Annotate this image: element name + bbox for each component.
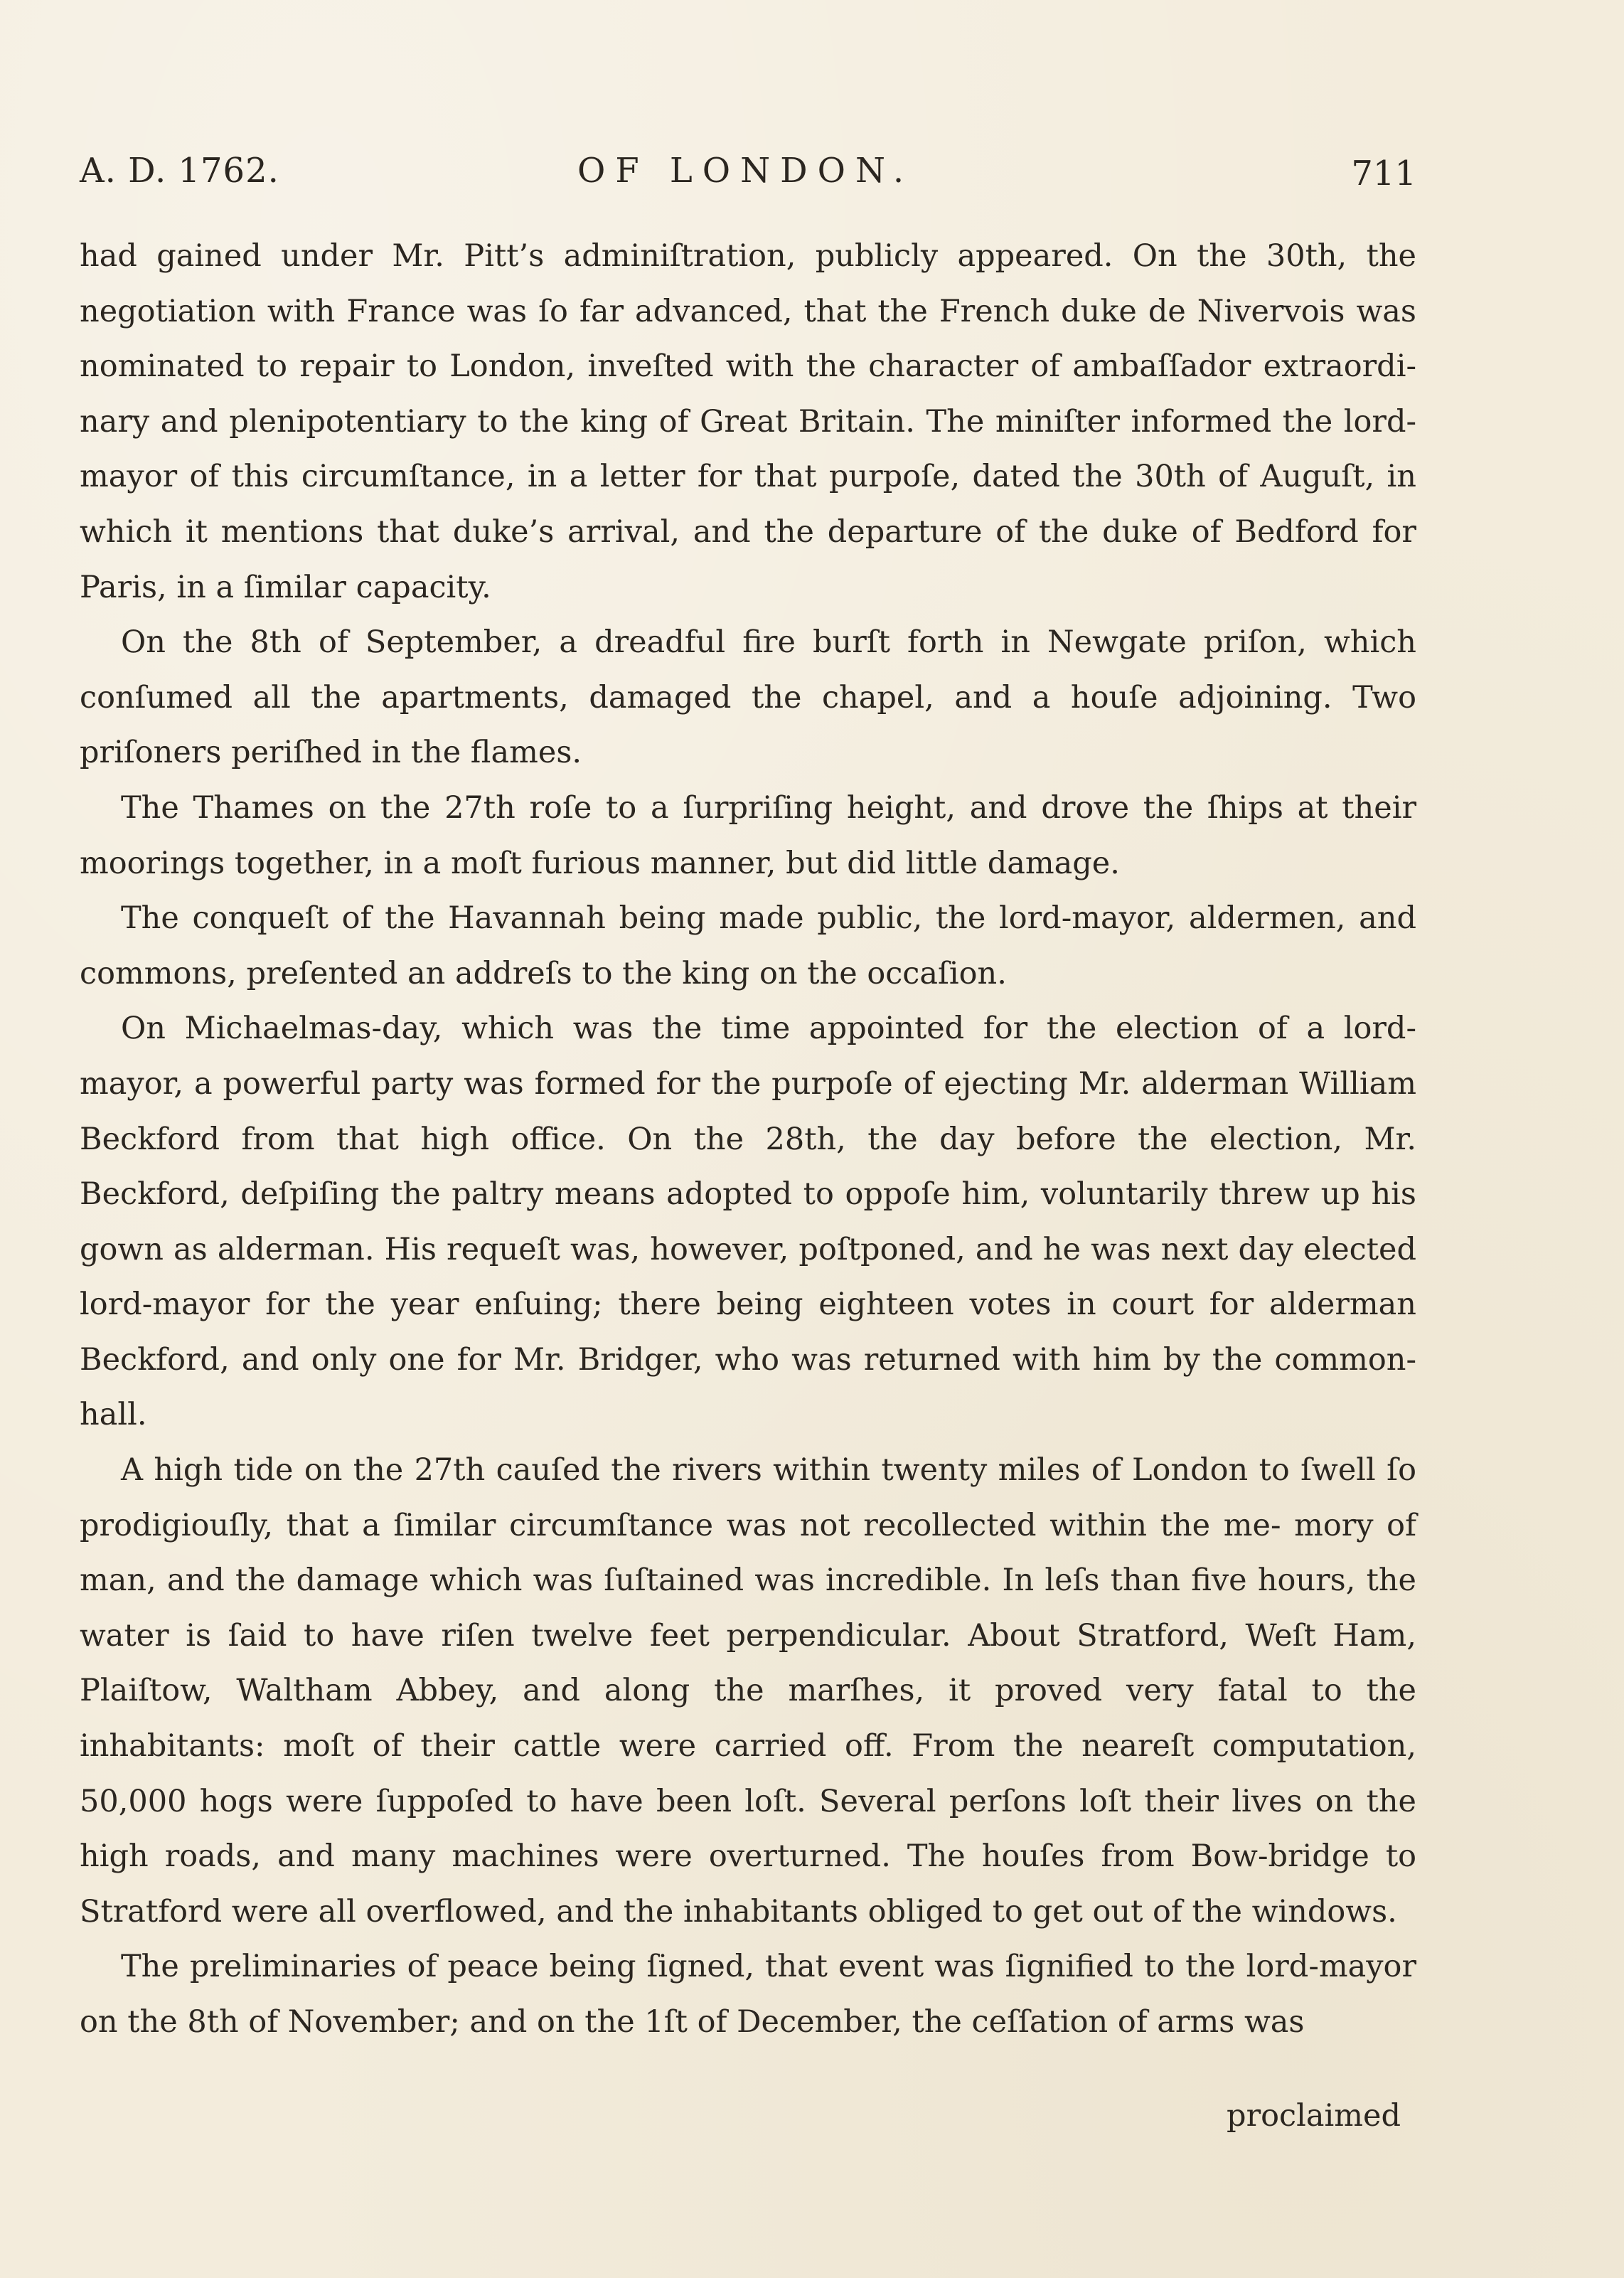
- paragraph: The conqueſt of the Havannah being made public, the lord-mayor, aldermen, and commons, preſented an addreſs to the king on the occaſion.: [80, 900, 1416, 991]
- paragraph: A high tide on the 27th cauſed the rivers within twenty miles of London to ſwell ſo prodigiouſly, that a ſimilar circumſtance was not recollected within the me- mory of man, and the damage which was ſuſtained was incredible. In leſs than five hours, the water is ſaid to have riſen twelve feet perpendicular. About Stratford, Weſt Ham, Plaiſtow, Waltham Abbey, and along the marſhes, it proved very fatal to the inhabitants: moſt of their cattle were carried off. From the neareſt computation, 50,000 hogs were ſuppoſed to have been loſt. Several perſons loſt their lives on the high roads, and many machines were overturned. The houſes from Bow-bridge to Stratford were all overflowed, and the inhabitants obliged to get out of the windows.: [80, 1452, 1416, 1930]
- paragraph: had gained under Mr. Pitt’s adminiſtration, publicly appeared. On the 30th, the negotiation with France was ſo far advanced, that the French duke de Nivervois was nominated to repair to London, inveſted with the character of ambaſſador extraordi- nary and plenipotentiary to the king of Great Britain. The miniſter informed the lord-mayor of this circumſtance, in a letter for that purpoſe, dated the 30th of Auguſt, in which it mentions that duke’s arrival, and the departure of the duke of Bedford for Paris, in a ſimilar capacity.: [80, 238, 1416, 605]
- paragraph: On the 8th of September, a dreadful fire burſt forth in Newgate priſon, which conſumed all the apartments, damaged the chapel, and a houſe adjoining. Two priſoners periſhed in the flames.: [80, 624, 1416, 771]
- catchword: proclaimed: [1227, 2098, 1401, 2134]
- paragraph: The preliminaries of peace being ſigned, that event was ſignified to the lord-mayor on the 8th of November; and on the 1ſt of December, the ceſſation of arms was: [80, 1949, 1416, 2040]
- paragraph: The Thames on the 27th roſe to a ſurpriſing height, and drove the ſhips at their moorings together, in a moſt furious manner, but did little damage.: [80, 789, 1416, 881]
- header-title: OF LONDON.: [577, 151, 914, 191]
- page-number: 711: [1351, 154, 1416, 193]
- running-header: [80, 151, 1416, 201]
- paragraph: On Michaelmas-day, which was the time appointed for the election of a lord- mayor, a powerful party was formed for the purpoſe of ejecting Mr. alderman William Beckford from that high office. On the 28th, the day before the election, Mr. Beckford, deſpiſing the paltry means adopted to oppoſe him, voluntarily threw up his gown as alderman. His requeſt was, however, poſtponed, and he was next day elected lord-mayor for the year enſuing; there being eighteen votes in court for alderman Beckford, and only one for Mr. Bridger, who was returned with him by the common-hall.: [80, 1011, 1416, 1433]
- header-date: A. D. 1762.: [80, 151, 279, 191]
- body-text: [80, 229, 1416, 2050]
